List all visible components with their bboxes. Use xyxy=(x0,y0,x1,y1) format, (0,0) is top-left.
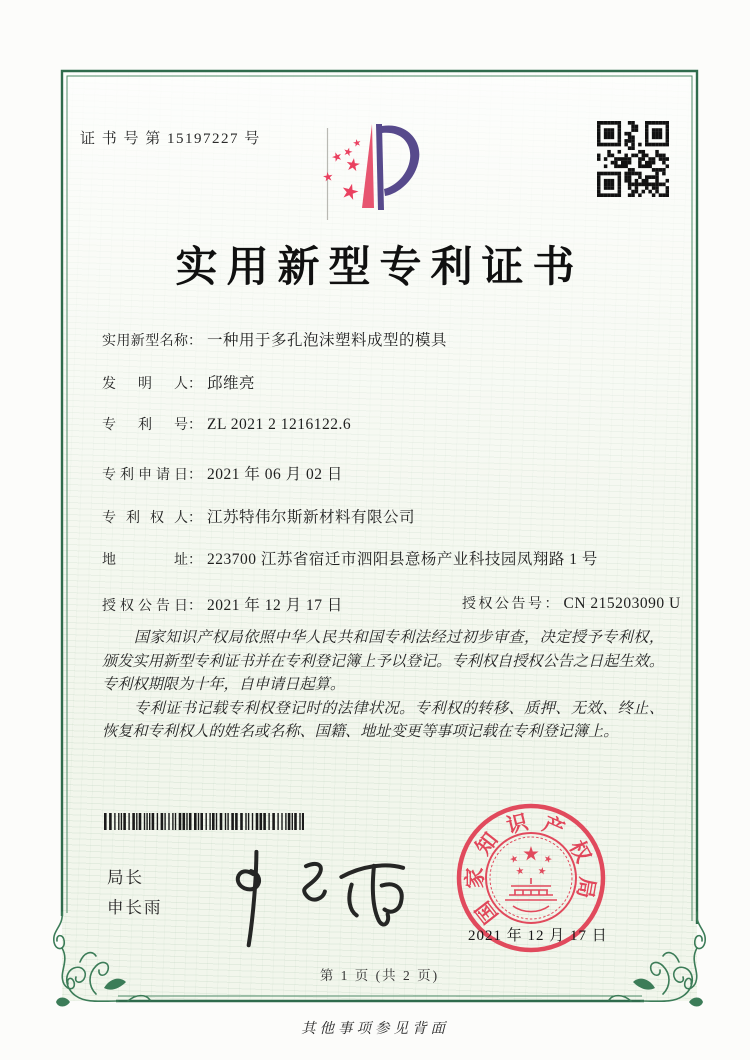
cnipa-logo-icon xyxy=(300,112,430,237)
page-number: 第 1 页 (共 2 页) xyxy=(319,968,440,983)
qr-code xyxy=(597,121,669,197)
field-value: 2021 年 12 月 17 日 xyxy=(207,597,343,614)
field-row-name xyxy=(102,328,447,350)
field-row-patent-no xyxy=(102,414,351,436)
seal-char: 识 xyxy=(504,809,531,838)
field-colon: ： xyxy=(188,377,202,392)
field-colon: ： xyxy=(188,468,202,483)
grant-number-group xyxy=(462,593,681,613)
field-value: 2021 年 06 月 02 日 xyxy=(207,466,343,483)
field-label: 实用新型名称 xyxy=(102,334,188,349)
field-row-grant xyxy=(102,593,681,615)
field-colon: ： xyxy=(188,553,202,568)
seal-char: 权 xyxy=(564,836,596,867)
field-label: 发明人 xyxy=(102,377,188,392)
barcode xyxy=(104,813,304,830)
seal-char: 家 xyxy=(463,867,487,889)
page-title: 实用新型专利证书 xyxy=(175,245,584,291)
field-label: 授权公告号 xyxy=(462,597,545,612)
legal-paragraph: 专利证书记载专利权登记时的法律状况。专利权的转移、质押、无效、终止、恢复和专利权人的姓名或名称、国籍、地址变更等事项记载在专利登记簿上。 xyxy=(102,699,664,741)
certificate-number: 证 书 号 第 15197227 号 xyxy=(80,131,261,147)
field-row-patentee xyxy=(102,505,415,527)
legal-text xyxy=(102,626,664,744)
seal-char: 产 xyxy=(539,811,569,843)
seal-char: 知 xyxy=(470,827,503,860)
signer-name: 申长雨 xyxy=(107,898,163,917)
field-colon: ： xyxy=(188,511,202,526)
seal-date: 2021 年 12 月 17 日 xyxy=(468,928,608,944)
field-colon: ： xyxy=(188,599,202,614)
field-value: 一种用于多孔泡沫塑料成型的模具 xyxy=(207,332,448,349)
field-label: 专利号 xyxy=(102,418,188,433)
seal-char: 国 xyxy=(470,896,503,929)
field-row-filing-date xyxy=(102,462,343,484)
field-row-inventor xyxy=(102,371,255,393)
field-label: 地址 xyxy=(102,553,188,568)
field-value: 江苏特伟尔斯新材料有限公司 xyxy=(207,509,416,526)
legal-paragraph: 国家知识产权局依照中华人民共和国专利法经过初步审查，决定授予专利权，颁发实用新型专利证书并在专利登记簿上予以登记。专利权自授权公告之日起生效。专利权期限为十年，自申请日起算。 xyxy=(102,629,664,694)
field-colon: ： xyxy=(544,597,559,612)
corner-flourish-icon xyxy=(54,912,150,1007)
field-label: 专利权人 xyxy=(102,511,188,526)
signature-icon xyxy=(210,843,413,950)
back-note: 其他事项参见背面 xyxy=(301,1021,449,1037)
field-value: 223700 江苏省宿迁市泗阳县意杨产业科技园凤翔路 1 号 xyxy=(207,551,598,568)
field-row-address xyxy=(102,547,598,569)
field-colon: ： xyxy=(188,418,202,433)
field-label: 专利申请日 xyxy=(102,468,188,483)
field-label: 授权公告日 xyxy=(102,599,188,614)
field-value: ZL 2021 2 1216122.6 xyxy=(207,416,352,433)
signer-title: 局长 xyxy=(107,868,144,887)
seal-char: 局 xyxy=(572,875,600,901)
field-colon: ： xyxy=(188,334,202,349)
field-value: 邱维亮 xyxy=(207,375,256,392)
field-value: CN 215203090 U xyxy=(563,595,681,612)
